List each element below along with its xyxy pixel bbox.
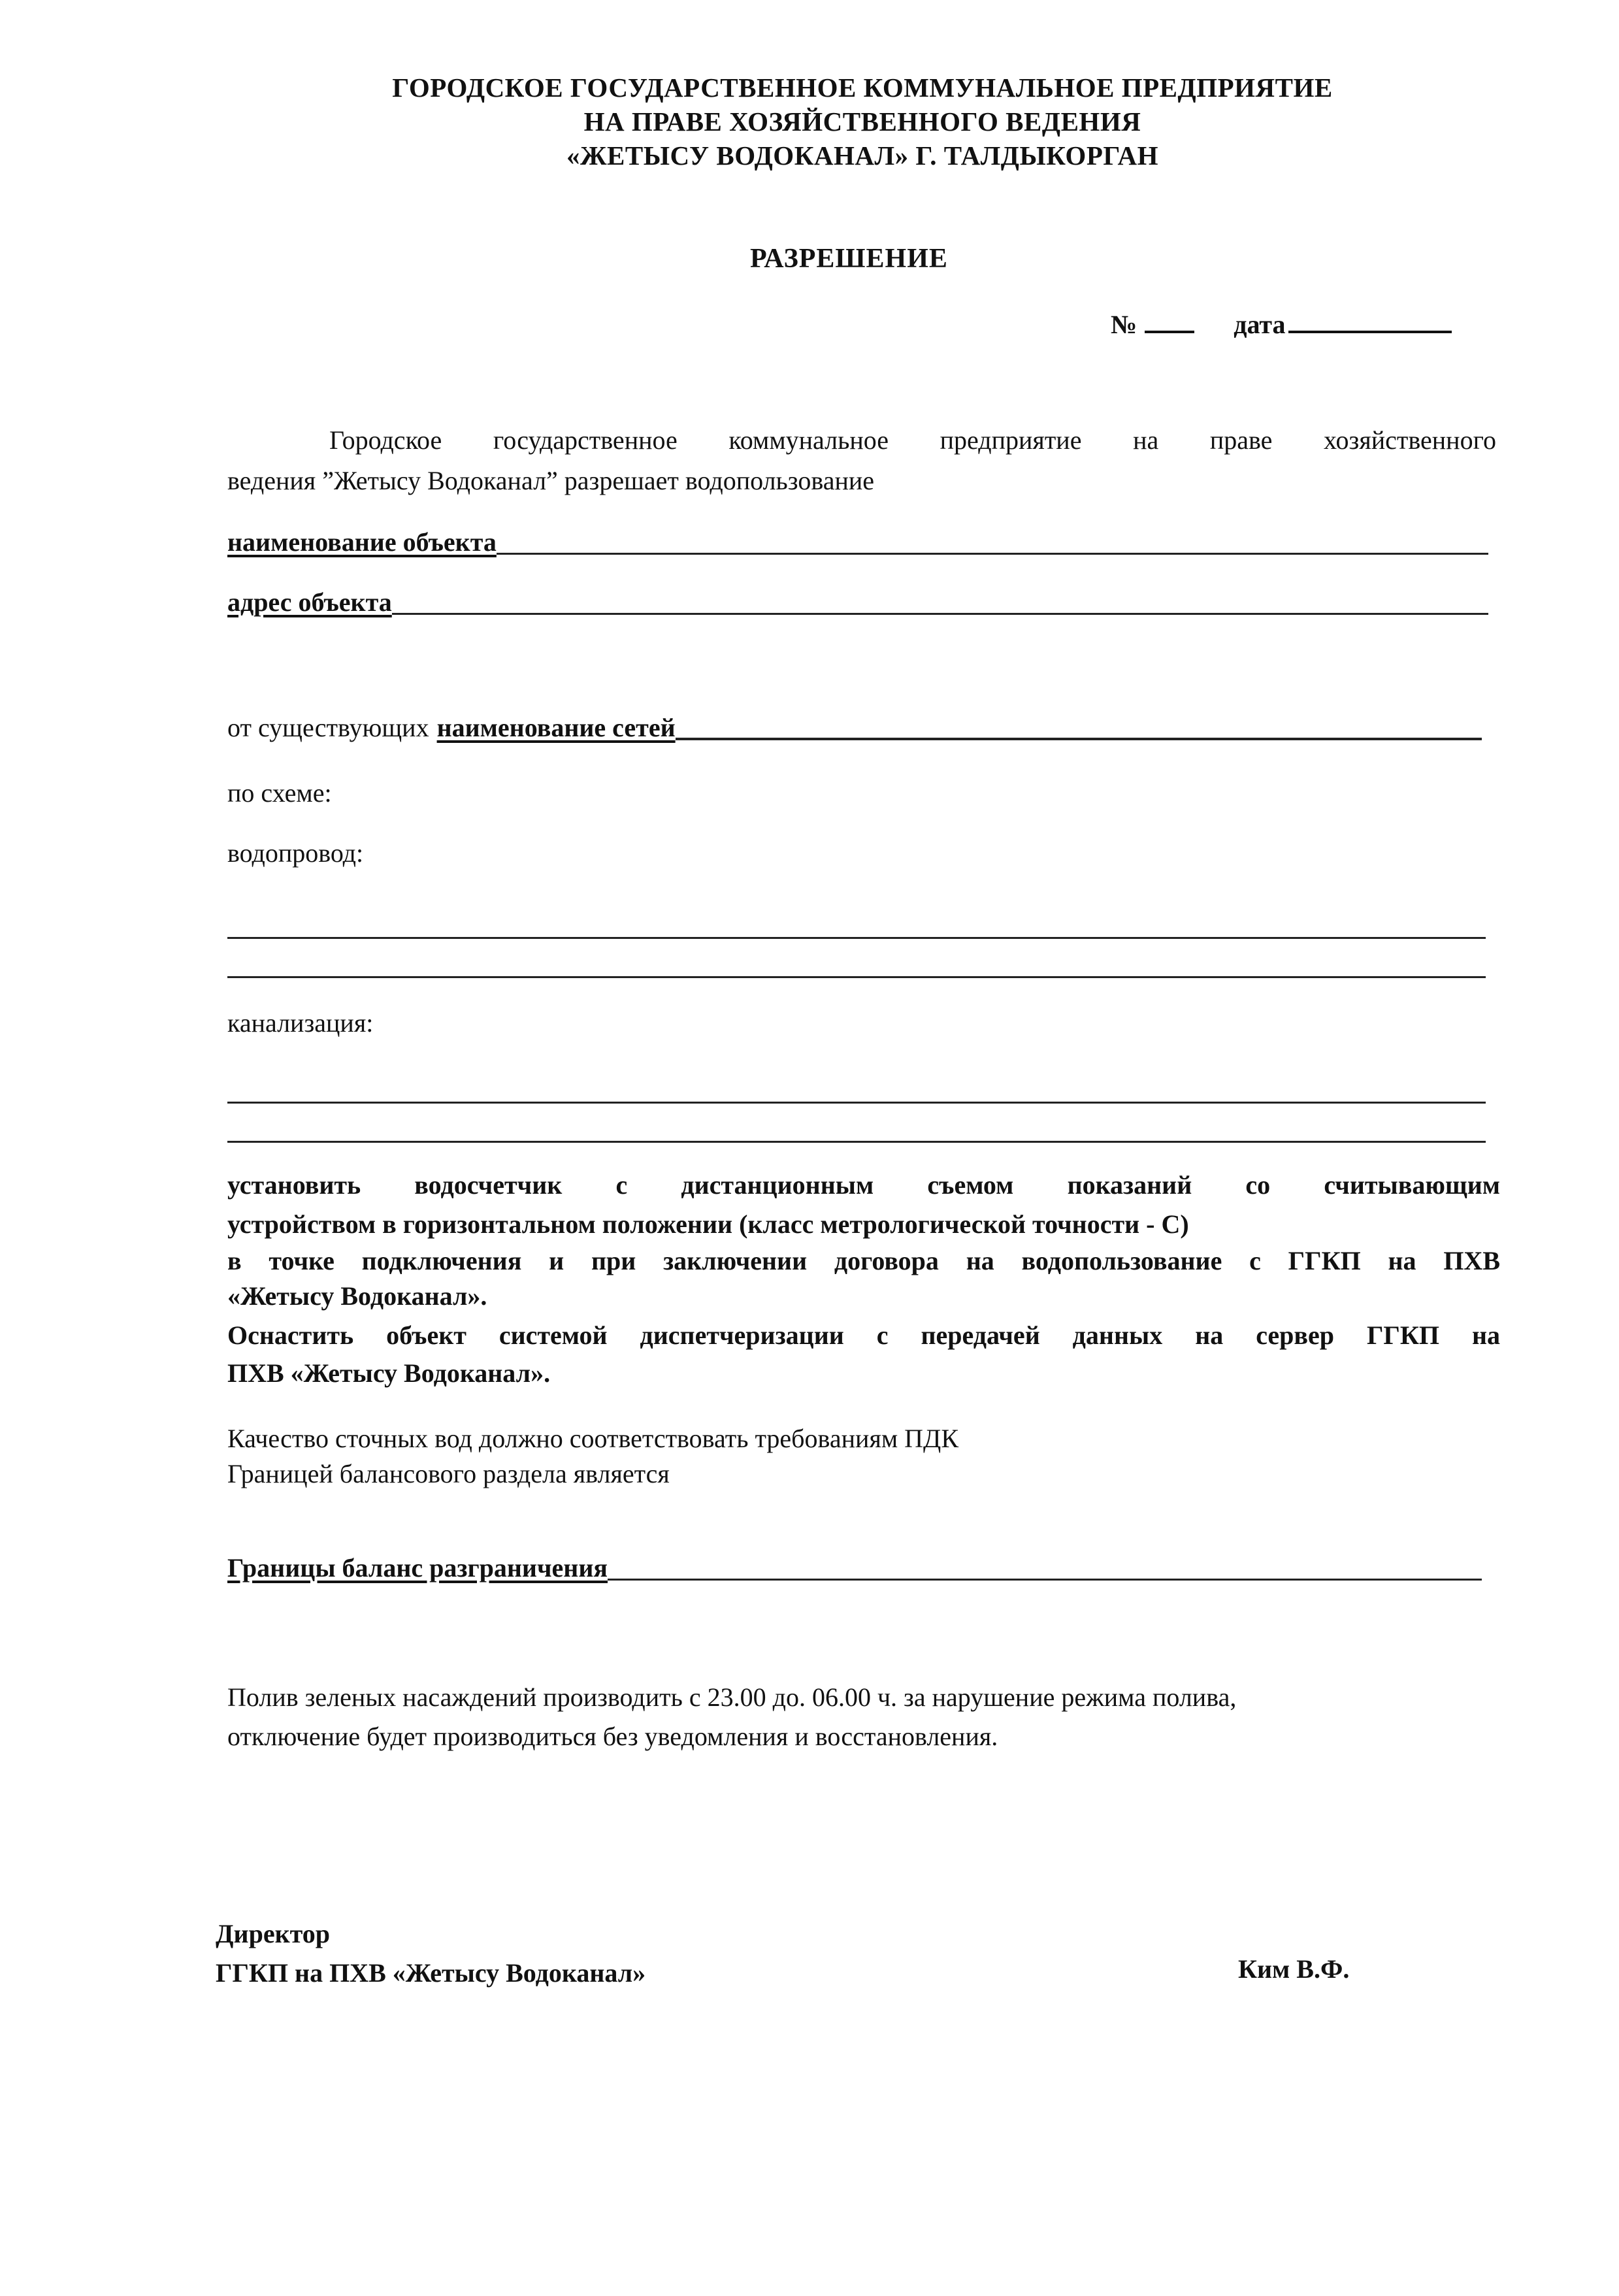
header-line-3: «ЖЕТЫСУ ВОДОКАНАЛ» Г. ТАЛДЫКОРГАН	[566, 140, 1158, 171]
object-address-row	[227, 587, 1488, 617]
number-date-line	[1111, 308, 1452, 340]
irrigation-line-2: отключение будет производиться без уведомления и восстановления.	[227, 1722, 998, 1751]
intro-line-2: ведения ”Жетысу Водоканал” разрешает водопользование	[227, 466, 875, 495]
document-title: РАЗРЕШЕНИЕ	[750, 244, 948, 274]
requirement-line-2: устройством в горизонтальном положении (класс метрологической точности - С)	[227, 1209, 1189, 1239]
requirement-line-5: Оснастить объект системой диспетчеризации с передачей данных на сервер ГГКП на	[227, 1320, 1500, 1350]
networks-prefix: от существующих	[227, 713, 429, 742]
quality-line-2: Границей балансового раздела является	[227, 1459, 670, 1488]
sewerage-line-2[interactable]	[227, 1141, 1486, 1143]
networks-label: наименование сетей	[436, 713, 676, 742]
networks-row	[227, 712, 1482, 743]
balance-field[interactable]	[608, 1572, 1482, 1581]
date-label: дата	[1234, 310, 1286, 339]
number-label: №	[1111, 310, 1137, 339]
water-supply-line-1[interactable]	[227, 937, 1486, 939]
quality-line-1: Качество сточных вод должно соответствовать требованиям ПДК	[227, 1424, 959, 1453]
requirement-line-4: «Жетысу Водоканал».	[227, 1281, 487, 1311]
signer-position: Директор	[216, 1919, 330, 1948]
networks-field[interactable]	[676, 731, 1482, 740]
requirement-line-3: в точке подключения и при заключении договора на водопользование с ГГКП на ПХВ	[227, 1246, 1500, 1275]
header-line-2: НА ПРАВЕ ХОЗЯЙСТВЕННОГО ВЕДЕНИЯ	[583, 107, 1141, 137]
object-name-field[interactable]	[497, 546, 1488, 555]
balance-row	[227, 1552, 1482, 1583]
intro-line-1: Городское государственное коммунальное предприятие на праве хозяйственного	[329, 425, 1496, 455]
number-field[interactable]	[1145, 308, 1194, 333]
header-line-1: ГОРОДСКОЕ ГОСУДАРСТВЕННОЕ КОММУНАЛЬНОЕ ПРЕДПРИЯТИЕ	[392, 73, 1333, 103]
sewerage-line-1[interactable]	[227, 1102, 1486, 1104]
signer-organization: ГГКП на ПХВ «Жетысу Водоканал»	[216, 1958, 646, 1988]
signature-block	[216, 1914, 646, 1993]
date-field[interactable]	[1288, 308, 1452, 333]
water-supply-line-2[interactable]	[227, 976, 1486, 978]
organization-header	[0, 71, 1619, 172]
requirement-line-1: установить водосчетчик с дистанционным съемом показаний со считывающим	[227, 1170, 1500, 1200]
irrigation-line-1: Полив зеленых насаждений производить с 23.00 до. 06.00 ч. за нарушение режима полива,	[227, 1682, 1237, 1712]
object-address-field[interactable]	[392, 606, 1488, 615]
object-name-row	[227, 527, 1488, 557]
water-supply-label: водопровод:	[227, 838, 364, 868]
signer-name: Ким В.Ф.	[1238, 1954, 1350, 1984]
sewerage-label: канализация:	[227, 1008, 374, 1038]
scheme-label: по схеме:	[227, 778, 332, 808]
object-name-label: наименование объекта	[227, 527, 497, 557]
balance-label: Границы баланс разграничения	[227, 1553, 608, 1583]
requirement-line-6: ПХВ «Жетысу Водоканал».	[227, 1358, 551, 1388]
object-address-label: адрес объекта	[227, 587, 392, 617]
